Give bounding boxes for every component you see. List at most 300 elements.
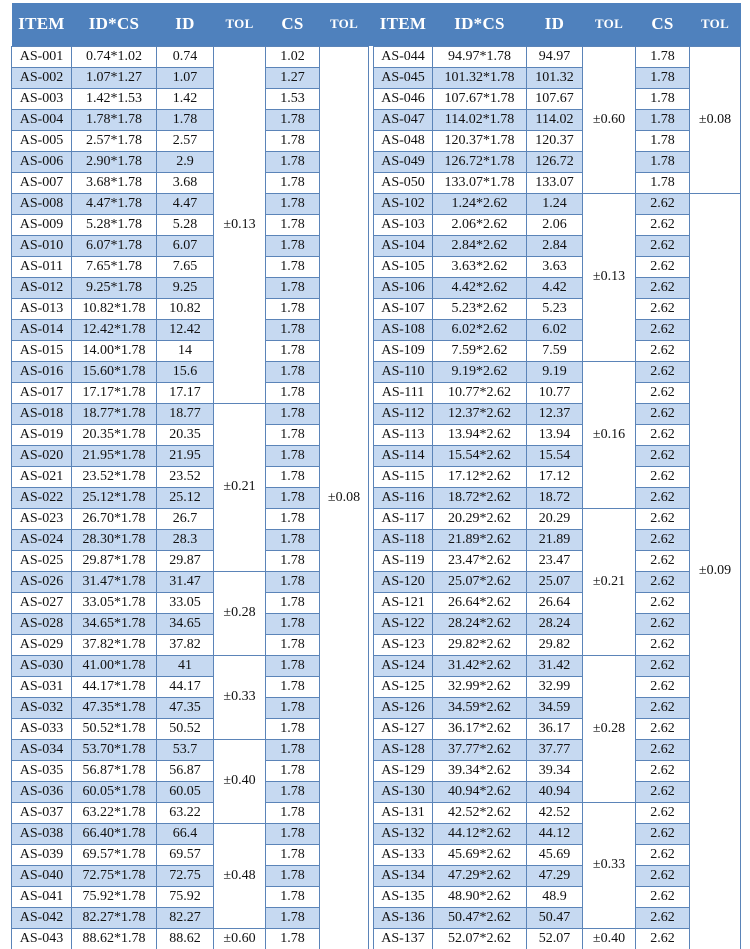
id-cell: 126.72 [527,151,583,172]
item-cell: AS-014 [12,319,72,340]
item-cell: AS-116 [374,487,433,508]
idcs-cell: 18.72*2.62 [433,487,527,508]
item-cell: AS-128 [374,739,433,760]
id-cell: 69.57 [157,844,214,865]
cs-cell: 2.62 [636,907,690,928]
idcs-cell: 48.90*2.62 [433,886,527,907]
item-cell: AS-111 [374,382,433,403]
id-cell: 5.23 [527,298,583,319]
cs-cell: 1.78 [266,361,320,382]
item-cell: AS-043 [12,928,72,949]
item-cell: AS-130 [374,781,433,802]
table-row [12,718,369,739]
item-cell: AS-001 [12,46,72,67]
item-cell: AS-003 [12,88,72,109]
table-row [12,46,369,67]
id-tol-cell: ±0.48 [214,823,266,928]
item-cell: AS-135 [374,886,433,907]
idcs-cell: 23.52*1.78 [72,466,157,487]
id-tol-cell: ±0.21 [214,403,266,571]
item-cell: AS-110 [374,361,433,382]
item-cell: AS-120 [374,571,433,592]
cs-cell: 1.78 [266,193,320,214]
cs-cell: 1.78 [636,88,690,109]
id-cell: 13.94 [527,424,583,445]
cs-cell: 2.62 [636,298,690,319]
cs-cell: 1.78 [266,760,320,781]
table-row [12,613,369,634]
cs-cell: 2.62 [636,781,690,802]
id-cell: 36.17 [527,718,583,739]
id-cell: 20.29 [527,508,583,529]
id-cell: 66.4 [157,823,214,844]
item-cell: AS-050 [374,172,433,193]
cs-cell: 1.78 [266,508,320,529]
cs-cell: 2.62 [636,718,690,739]
table-row [374,718,741,739]
col-header-item: ITEM [374,3,433,46]
id-cell: 14 [157,340,214,361]
cs-cell: 2.62 [636,655,690,676]
idcs-cell: 56.87*1.78 [72,760,157,781]
cs-cell: 1.78 [266,466,320,487]
item-cell: AS-124 [374,655,433,676]
idcs-cell: 1.24*2.62 [433,193,527,214]
idcs-cell: 63.22*1.78 [72,802,157,823]
table-row [374,550,741,571]
idcs-cell: 107.67*1.78 [433,88,527,109]
cs-cell: 2.62 [636,487,690,508]
table-row [12,67,369,88]
idcs-cell: 20.35*1.78 [72,424,157,445]
idcs-cell: 31.47*1.78 [72,571,157,592]
table-row [374,193,741,214]
item-cell: AS-029 [12,634,72,655]
cs-cell: 1.78 [266,298,320,319]
col-header-id: ID [527,3,583,46]
cs-cell: 1.78 [266,445,320,466]
table-row [12,256,369,277]
item-cell: AS-045 [374,67,433,88]
table-row [12,193,369,214]
item-cell: AS-123 [374,634,433,655]
item-cell: AS-010 [12,235,72,256]
table-row [374,235,741,256]
cs-cell: 1.53 [266,88,320,109]
idcs-cell: 5.28*1.78 [72,214,157,235]
idcs-cell: 34.59*2.62 [433,697,527,718]
idcs-cell: 0.74*1.02 [72,46,157,67]
table-row [12,550,369,571]
id-tol-cell: ±0.40 [214,739,266,823]
id-cell: 17.17 [157,382,214,403]
table-row [374,760,741,781]
item-cell: AS-022 [12,487,72,508]
id-cell: 2.9 [157,151,214,172]
table-row [12,886,369,907]
table-row [12,802,369,823]
table-row [374,592,741,613]
item-cell: AS-015 [12,340,72,361]
cs-cell: 2.62 [636,823,690,844]
id-cell: 40.94 [527,781,583,802]
cs-cell: 1.27 [266,67,320,88]
cs-cell: 2.62 [636,571,690,592]
item-cell: AS-119 [374,550,433,571]
cs-cell: 1.78 [266,592,320,613]
id-cell: 0.74 [157,46,214,67]
table-row [374,739,741,760]
id-cell: 60.05 [157,781,214,802]
id-cell: 56.87 [157,760,214,781]
item-cell: AS-104 [374,235,433,256]
table-row [12,424,369,445]
id-cell: 31.42 [527,655,583,676]
id-cell: 29.82 [527,634,583,655]
id-cell: 7.59 [527,340,583,361]
item-cell: AS-038 [12,823,72,844]
idcs-cell: 26.70*1.78 [72,508,157,529]
table-row [12,172,369,193]
idcs-cell: 3.63*2.62 [433,256,527,277]
id-cell: 107.67 [527,88,583,109]
idcs-cell: 21.95*1.78 [72,445,157,466]
item-cell: AS-136 [374,907,433,928]
idcs-cell: 82.27*1.78 [72,907,157,928]
table-row [12,592,369,613]
idcs-cell: 75.92*1.78 [72,886,157,907]
table-row [12,319,369,340]
id-cell: 28.24 [527,613,583,634]
idcs-cell: 1.42*1.53 [72,88,157,109]
idcs-cell: 26.64*2.62 [433,592,527,613]
cs-cell: 1.78 [266,718,320,739]
item-cell: AS-037 [12,802,72,823]
id-tol-cell: ±0.13 [214,46,266,403]
cs-cell: 1.78 [266,529,320,550]
id-cell: 75.92 [157,886,214,907]
idcs-cell: 34.65*1.78 [72,613,157,634]
idcs-cell: 50.52*1.78 [72,718,157,739]
table-row [374,403,741,424]
id-cell: 94.97 [527,46,583,67]
idcs-cell: 47.29*2.62 [433,865,527,886]
cs-cell: 1.78 [636,130,690,151]
item-cell: AS-134 [374,865,433,886]
item-cell: AS-103 [374,214,433,235]
id-cell: 3.63 [527,256,583,277]
item-cell: AS-008 [12,193,72,214]
parts-table-right [373,3,741,949]
table-row [12,403,369,424]
id-cell: 25.12 [157,487,214,508]
table-row [374,886,741,907]
item-cell: AS-005 [12,130,72,151]
item-cell: AS-016 [12,361,72,382]
idcs-cell: 4.42*2.62 [433,277,527,298]
idcs-cell: 18.77*1.78 [72,403,157,424]
table-header-right [374,3,741,46]
item-cell: AS-122 [374,613,433,634]
table-row [374,928,741,949]
cs-cell: 1.78 [266,571,320,592]
cs-cell: 2.62 [636,592,690,613]
id-cell: 41 [157,655,214,676]
item-cell: AS-030 [12,655,72,676]
item-cell: AS-026 [12,571,72,592]
table-row [12,571,369,592]
idcs-cell: 44.17*1.78 [72,676,157,697]
table-header-left [12,3,369,46]
item-cell: AS-002 [12,67,72,88]
idcs-cell: 53.70*1.78 [72,739,157,760]
cs-cell: 1.78 [636,67,690,88]
idcs-cell: 7.59*2.62 [433,340,527,361]
cs-cell: 2.62 [636,844,690,865]
cs-cell: 1.78 [266,886,320,907]
idcs-cell: 28.24*2.62 [433,613,527,634]
idcs-cell: 3.68*1.78 [72,172,157,193]
table-row [374,46,741,67]
idcs-cell: 120.37*1.78 [433,130,527,151]
id-tol-cell: ±0.60 [214,928,266,949]
table-row [12,676,369,697]
cs-cell: 2.62 [636,319,690,340]
table-row [374,256,741,277]
cs-cell: 2.62 [636,277,690,298]
idcs-cell: 88.62*1.78 [72,928,157,949]
id-tol-cell: ±0.28 [214,571,266,655]
id-cell: 44.12 [527,823,583,844]
idcs-cell: 15.60*1.78 [72,361,157,382]
id-cell: 1.42 [157,88,214,109]
id-tol-cell: ±0.13 [583,193,636,361]
idcs-cell: 2.06*2.62 [433,214,527,235]
item-cell: AS-115 [374,466,433,487]
id-cell: 133.07 [527,172,583,193]
idcs-cell: 101.32*1.78 [433,67,527,88]
idcs-cell: 15.54*2.62 [433,445,527,466]
table-row [374,781,741,802]
idcs-cell: 28.30*1.78 [72,529,157,550]
cs-cell: 2.62 [636,739,690,760]
table-row [12,529,369,550]
cs-cell: 1.78 [266,844,320,865]
item-cell: AS-040 [12,865,72,886]
cs-cell: 1.78 [266,151,320,172]
id-cell: 17.12 [527,466,583,487]
table-row [374,214,741,235]
table-row [374,865,741,886]
table-row [374,424,741,445]
cs-cell: 1.78 [636,151,690,172]
item-cell: AS-027 [12,592,72,613]
table-row [12,88,369,109]
id-cell: 120.37 [527,130,583,151]
item-cell: AS-113 [374,424,433,445]
item-cell: AS-109 [374,340,433,361]
idcs-cell: 39.34*2.62 [433,760,527,781]
item-cell: AS-039 [12,844,72,865]
id-cell: 39.34 [527,760,583,781]
cs-cell: 2.62 [636,214,690,235]
col-header-item: ITEM [12,3,72,46]
idcs-cell: 14.00*1.78 [72,340,157,361]
item-cell: AS-021 [12,466,72,487]
item-cell: AS-019 [12,424,72,445]
item-cell: AS-114 [374,445,433,466]
table-row [374,445,741,466]
idcs-cell: 9.25*1.78 [72,277,157,298]
cs-tol-cell: ±0.08 [690,46,741,193]
id-cell: 23.52 [157,466,214,487]
cs-cell: 1.78 [266,823,320,844]
id-cell: 45.69 [527,844,583,865]
cs-cell: 2.62 [636,676,690,697]
table-row [374,298,741,319]
col-header-id-tol: TOL [583,3,636,46]
table-row [12,235,369,256]
id-cell: 9.19 [527,361,583,382]
cs-cell: 2.62 [636,865,690,886]
item-cell: AS-117 [374,508,433,529]
idcs-cell: 1.78*1.78 [72,109,157,130]
idcs-cell: 44.12*2.62 [433,823,527,844]
idcs-cell: 6.02*2.62 [433,319,527,340]
idcs-cell: 52.07*2.62 [433,928,527,949]
cs-cell: 2.62 [636,193,690,214]
idcs-cell: 50.47*2.62 [433,907,527,928]
id-cell: 2.06 [527,214,583,235]
cs-cell: 1.78 [266,781,320,802]
cs-cell: 1.78 [266,928,320,949]
id-cell: 12.42 [157,319,214,340]
cs-tol-cell: ±0.09 [690,193,741,949]
cs-cell: 1.02 [266,46,320,67]
table-row [12,823,369,844]
table-row [12,928,369,949]
cs-cell: 1.78 [266,109,320,130]
id-cell: 5.28 [157,214,214,235]
id-cell: 28.3 [157,529,214,550]
table-row [374,466,741,487]
col-header-id-tol: TOL [214,3,266,46]
table-row [374,340,741,361]
col-header-id: ID [157,3,214,46]
idcs-cell: 2.84*2.62 [433,235,527,256]
table-row [374,277,741,298]
id-cell: 52.07 [527,928,583,949]
table-row [12,844,369,865]
table-row [374,844,741,865]
item-cell: AS-012 [12,277,72,298]
id-cell: 33.05 [157,592,214,613]
table-body-right [374,46,741,949]
id-cell: 32.99 [527,676,583,697]
header-row [374,3,741,46]
item-cell: AS-132 [374,823,433,844]
id-cell: 72.75 [157,865,214,886]
idcs-cell: 42.52*2.62 [433,802,527,823]
item-cell: AS-011 [12,256,72,277]
table-row [12,865,369,886]
item-cell: AS-017 [12,382,72,403]
item-cell: AS-035 [12,760,72,781]
id-cell: 47.35 [157,697,214,718]
table-row [374,361,741,382]
item-cell: AS-009 [12,214,72,235]
table-row [374,508,741,529]
id-cell: 50.47 [527,907,583,928]
item-cell: AS-106 [374,277,433,298]
header-row [12,3,369,46]
id-cell: 47.29 [527,865,583,886]
idcs-cell: 60.05*1.78 [72,781,157,802]
id-cell: 2.84 [527,235,583,256]
idcs-cell: 25.07*2.62 [433,571,527,592]
item-cell: AS-107 [374,298,433,319]
table-row [374,487,741,508]
idcs-cell: 20.29*2.62 [433,508,527,529]
id-cell: 4.47 [157,193,214,214]
item-cell: AS-007 [12,172,72,193]
item-cell: AS-024 [12,529,72,550]
cs-cell: 1.78 [266,697,320,718]
table-row [374,613,741,634]
cs-cell: 2.62 [636,697,690,718]
cs-cell: 1.78 [636,46,690,67]
cs-cell: 1.78 [266,487,320,508]
cs-cell: 2.62 [636,256,690,277]
id-cell: 15.6 [157,361,214,382]
id-cell: 44.17 [157,676,214,697]
table-row [12,277,369,298]
table-row [12,340,369,361]
cs-cell: 2.62 [636,466,690,487]
table-row [374,676,741,697]
idcs-cell: 2.90*1.78 [72,151,157,172]
col-header-idcs: ID*CS [433,3,527,46]
item-cell: AS-125 [374,676,433,697]
cs-cell: 2.62 [636,928,690,949]
table-row [374,571,741,592]
idcs-cell: 21.89*2.62 [433,529,527,550]
table-row [12,655,369,676]
idcs-cell: 133.07*1.78 [433,172,527,193]
item-cell: AS-108 [374,319,433,340]
cs-cell: 1.78 [266,739,320,760]
cs-cell: 1.78 [266,130,320,151]
cs-cell: 2.62 [636,340,690,361]
table-row [12,298,369,319]
cs-cell: 1.78 [266,214,320,235]
id-tol-cell: ±0.40 [583,928,636,949]
id-cell: 12.37 [527,403,583,424]
idcs-cell: 9.19*2.62 [433,361,527,382]
item-cell: AS-112 [374,403,433,424]
idcs-cell: 37.77*2.62 [433,739,527,760]
id-cell: 34.59 [527,697,583,718]
col-header-cs-tol: TOL [690,3,741,46]
table-body-left [12,46,369,949]
idcs-cell: 33.05*1.78 [72,592,157,613]
table-row [12,361,369,382]
id-cell: 20.35 [157,424,214,445]
id-cell: 26.7 [157,508,214,529]
idcs-cell: 40.94*2.62 [433,781,527,802]
table-row [374,529,741,550]
table-row [374,109,741,130]
